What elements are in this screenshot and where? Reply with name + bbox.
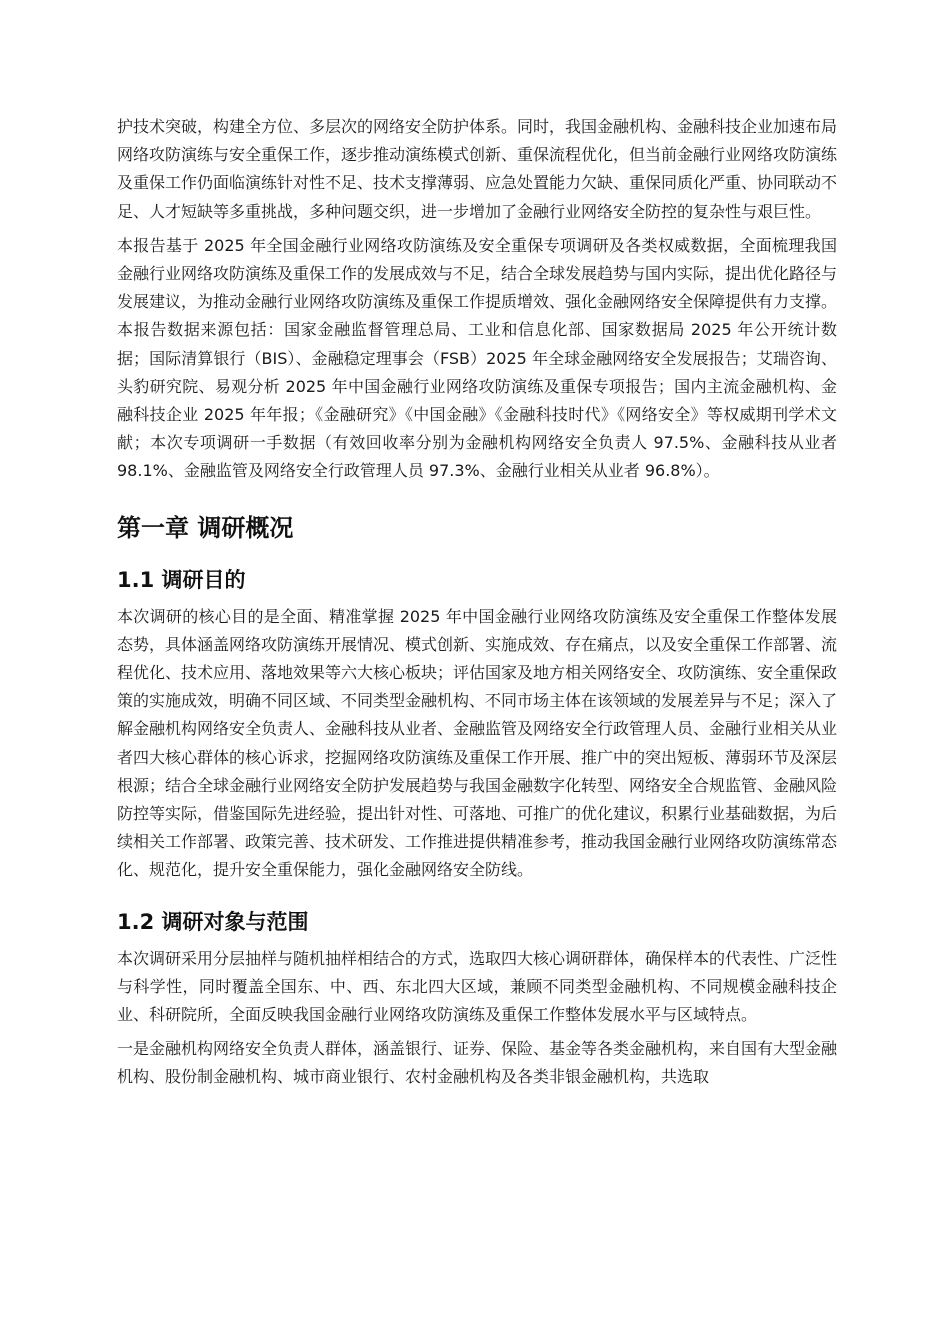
paragraph-intro-continued: 护技术突破，构建全方位、多层次的网络安全防护体系。同时，我国金融机构、金融科技企业加速布局网络攻防演练与安全重保工作，逐步推动演练模式创新、重保流程优化，但当前金融行业网络攻防演练及重保工作仍面临演练针对性不足、技术支撑薄弱、应急处置能力欠缺、重保同质化严重、协同联动不足、人才短缺等多重挑战，多种问题交织，进一步增加了金融行业网络安全防控的复杂性与艰巨性。 — [117, 117, 838, 221]
paragraph-survey-group-one: 一是金融机构网络安全负责人群体，涵盖银行、证券、保险、基金等各类金融机构，来自国有大型金融机构、股份制金融机构、城市商业银行、农村金融机构及各类非银金融机构，共选取 — [117, 1039, 838, 1087]
section-title-1-1: 1.1 调研目的 — [117, 567, 246, 592]
paragraph-survey-purpose: 本次调研的核心目的是全面、精准掌握 2025 年中国金融行业网络攻防演练及安全重保工作整体发展态势，具体涵盖网络攻防演练开展情况、模式创新、实施成效、存在痛点，以及安全重保工作部署、流程优化、技术应用、落地效果等六大核心板块；评估国家及地方相关网络安全、攻防演练、安全重保政策的实施成效，明确不同区域、不同类型金融机构、不同市场主体在该领域的发展差异与不足；深入了解金融机构网络安全负责人、金融科技从业者、金融监管及网络安全行政管理人员、金融行业相关从业者四大核心群体的核心诉求，挖掘网络攻防演练及重保工作开展、推广中的突出短板、薄弱环节及深层根源；结合全球金融行业网络安全防护发展趋势与我国金融数字化转型、网络安全合规监管、金融风险防控等实际，借鉴国际先进经验，提出针对性、可落地、可推广的优化建议，积累行业基础数据，为后续相关工作部署、政策完善、技术研发、工作推进提供精准参考，推动我国金融行业网络攻防演练常态化、规范化，提升安全重保能力，强化金融网络安全防线。 — [117, 606, 838, 880]
paragraph-survey-scope: 本次调研采用分层抽样与随机抽样相结合的方式，选取四大核心调研群体，确保样本的代表性、广泛性与科学性，同时覆盖全国东、中、西、东北四大区域，兼顾不同类型金融机构、不同规模金融科技企业、科研院所，全面反映我国金融行业网络攻防演练及重保工作整体发展水平与区域特点。 — [117, 948, 838, 1025]
document-page — [117, 113, 837, 1092]
chapter-title: 第一章 调研概况 — [117, 513, 294, 542]
section-title-1-2: 1.2 调研对象与范围 — [117, 909, 309, 934]
paragraph-report-basis: 本报告基于 2025 年全国金融行业网络攻防演练及安全重保专项调研及各类权威数据，全面梳理我国金融行业网络攻防演练及重保工作的发展成效与不足，结合全球发展趋势与国内实际，提出优化路径与发展建议，为推动金融行业网络攻防演练及重保工作提质增效、强化金融网络安全保障提供有力支撑。本报告数据来源包括：国家金融监督管理总局、工业和信息化部、国家数据局 2025 年公开统计数据；国际清算银行（BIS）、金融稳定理事会（FSB）2025 年全球金融网络安全发展报告；艾瑞咨询、头豹研究院、易观分析 2025 年中国金融行业网络攻防演练及重保专项报告；国内主流金融机构、金融科技企业 2025 年年报；《金融研究》《中国金融》《金融科技时代》《网络安全》等权威期刊学术文献；本次专项调研一手数据（有效回收率分别为金融机构网络安全负责人 97.5%、金融科技从业者 98.1%、金融监管及网络安全行政管理人员 97.3%、金融行业相关从业者 96.8%）。 — [117, 235, 838, 481]
